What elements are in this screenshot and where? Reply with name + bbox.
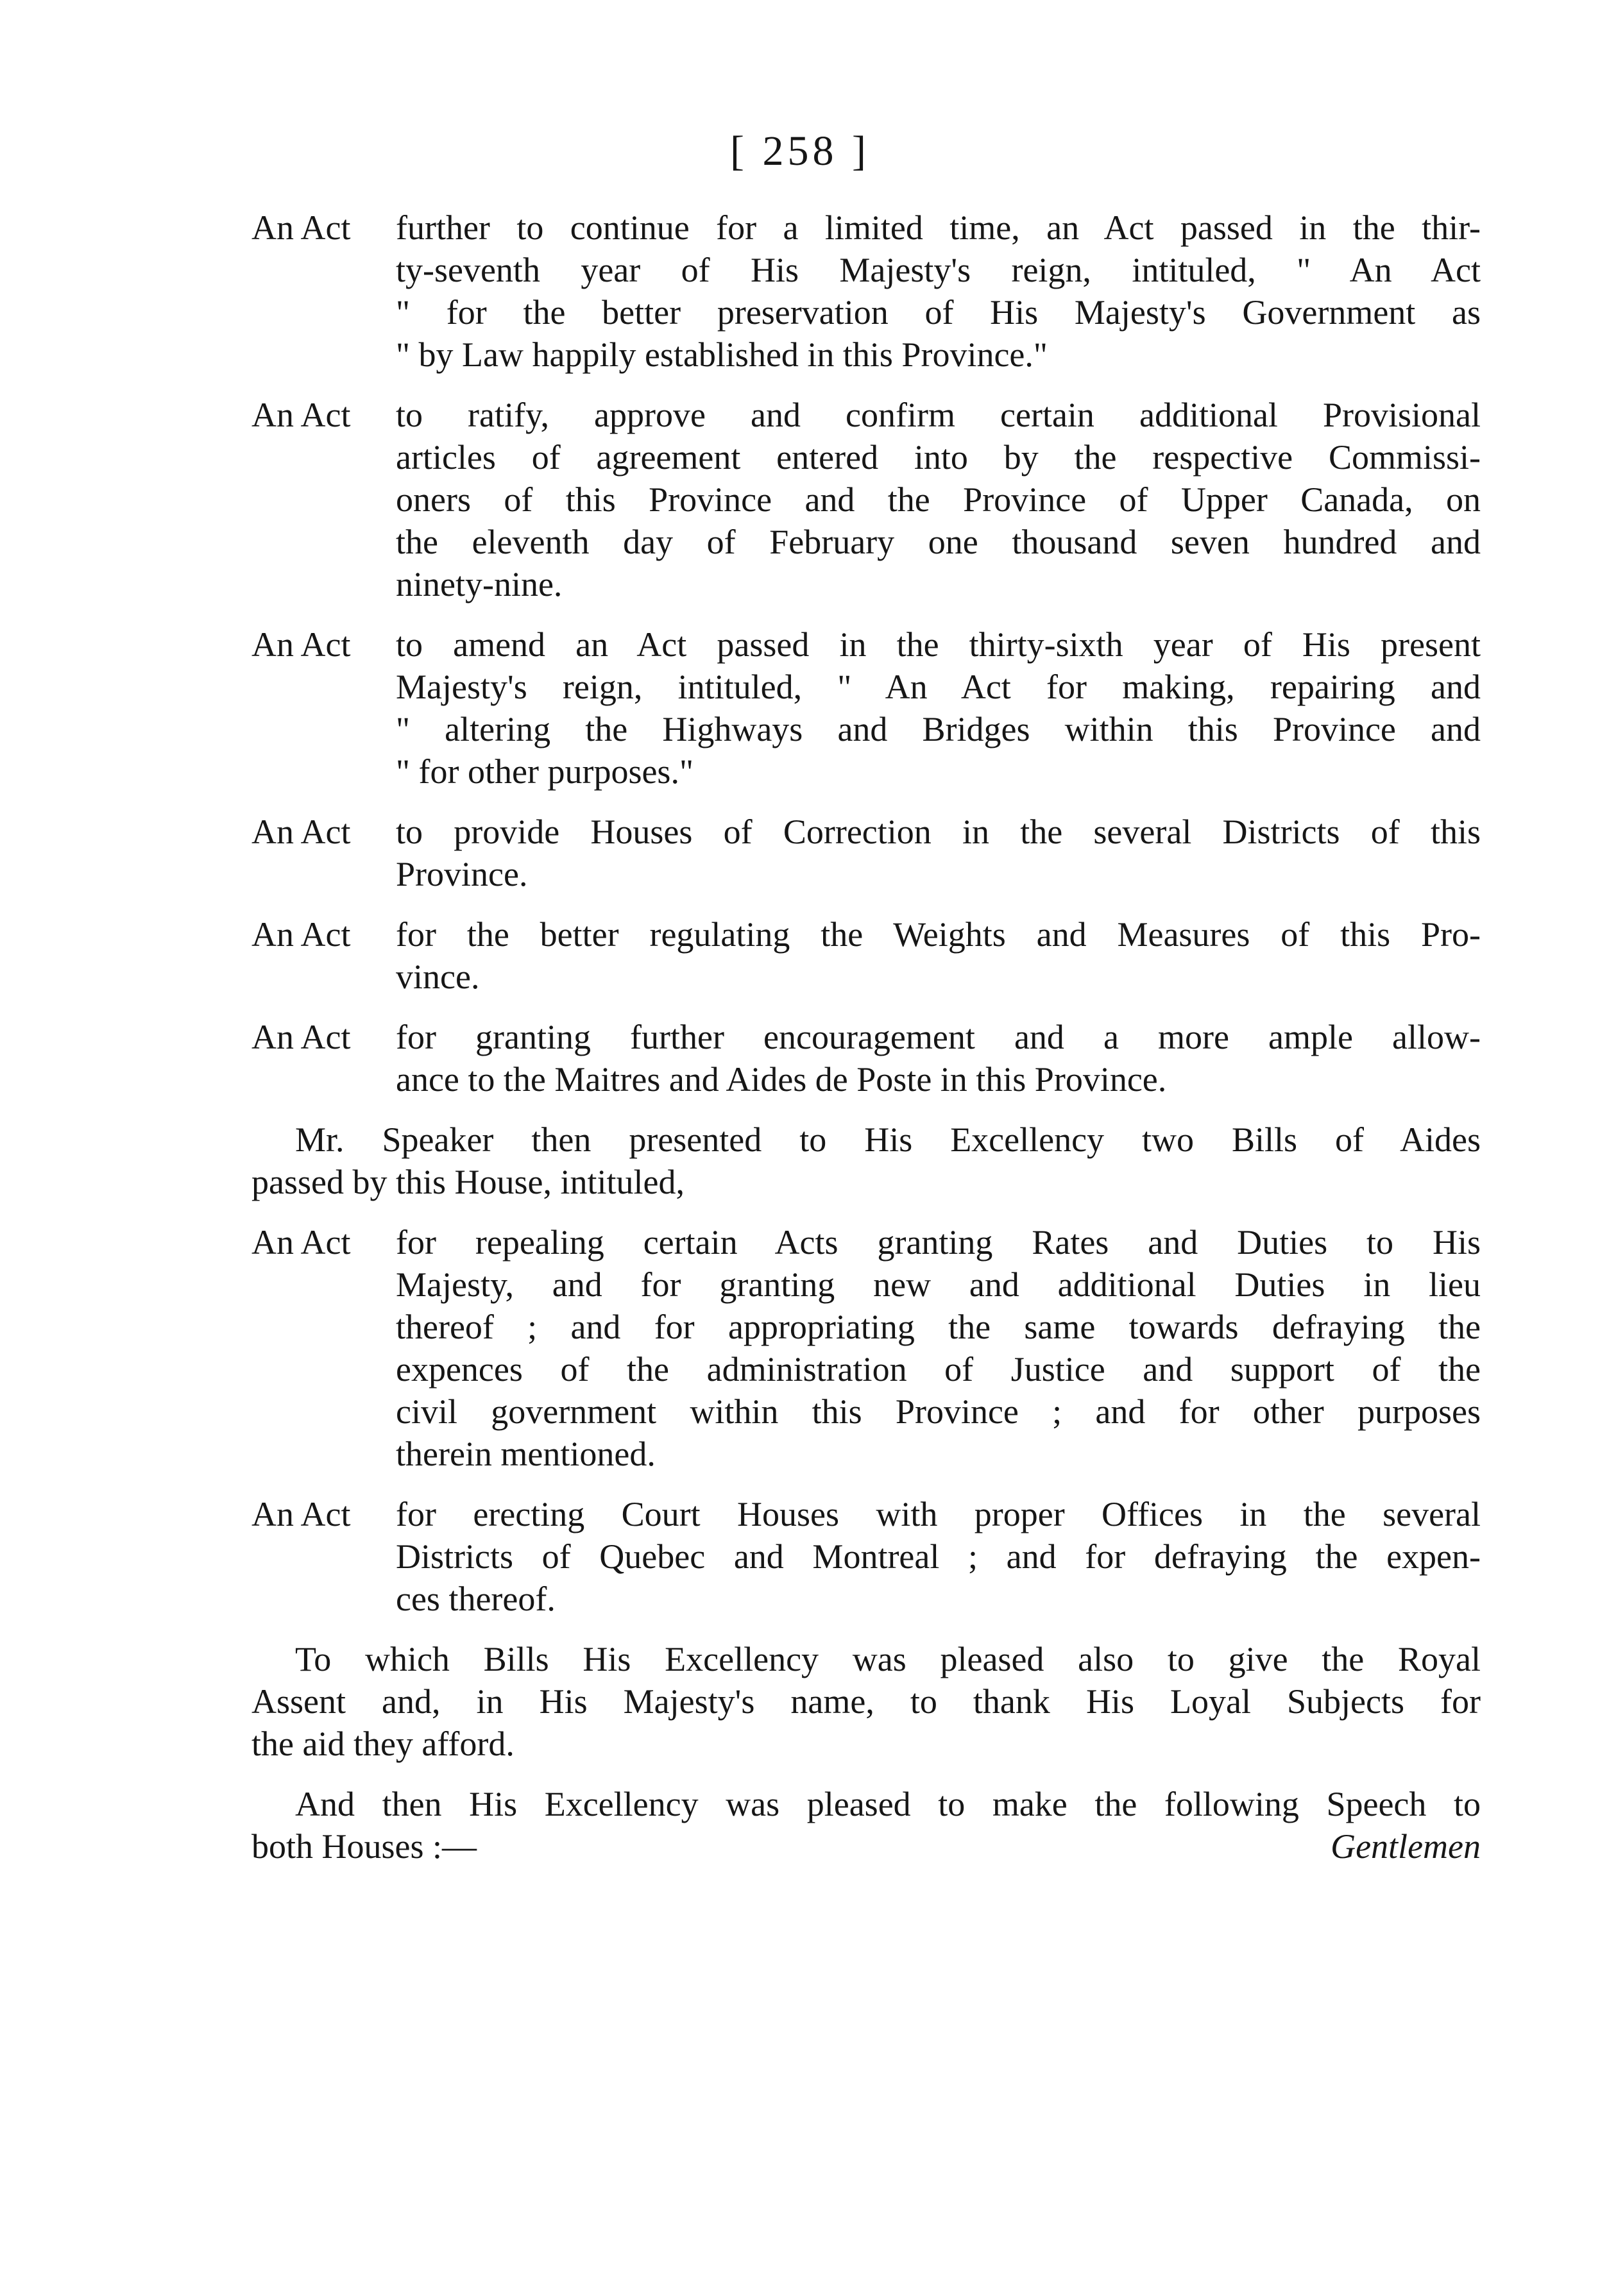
text-line: for the better regulating the Weights and Measures of this Pro- <box>396 915 1481 954</box>
act-label: An Act <box>251 915 351 954</box>
text-line: articles of agreement entered into by the respective Commissi- <box>396 438 1481 477</box>
text-line: thereof ; and for appropriating the same towards defraying the <box>396 1308 1481 1346</box>
bill-entry <box>251 1221 1481 1475</box>
text-line: And then His Excellency was pleased to make the following Speech to <box>295 1785 1481 1823</box>
text-line: To which Bills His Excellency was pleased also to give the Royal <box>295 1640 1481 1678</box>
text-line: " altering the Highways and Bridges within this Province and <box>396 710 1481 748</box>
catchword: Gentlemen <box>1331 1827 1481 1866</box>
text-line: " for the better preservation of His Majesty's Government as <box>396 293 1481 332</box>
text-line: Mr. Speaker then presented to His Excellency two Bills of Aides <box>295 1120 1481 1159</box>
act-label: An Act <box>251 813 351 851</box>
speech-paragraph <box>251 1783 1481 1868</box>
text-line: to ratify, approve and confirm certain additional Provisional <box>396 396 1481 434</box>
act-label: An Act <box>251 1495 351 1533</box>
text-line: Province. <box>396 855 528 893</box>
text-line: civil government within this Province ; and for other purposes <box>396 1392 1481 1431</box>
text-line: Majesty, and for granting new and additional Duties in lieu <box>396 1265 1481 1304</box>
act-label: An Act <box>251 625 351 664</box>
act-entry <box>251 394 1481 605</box>
act-text <box>396 623 1481 793</box>
text-line: passed by this House, intituled, <box>251 1163 685 1201</box>
act-label: An Act <box>251 1018 351 1056</box>
text-line: Majesty's reign, intituled, " An Act for making, repairing and <box>396 668 1481 706</box>
act-label: An Act <box>251 1223 351 1262</box>
act-entry <box>251 207 1481 376</box>
act-label: An Act <box>251 208 351 247</box>
act-entry <box>251 811 1481 895</box>
text-line: to amend an Act passed in the thirty-sixth year of His present <box>396 625 1481 664</box>
bill-entry <box>251 1493 1481 1620</box>
text-line: Assent and, in His Majesty's name, to thank His Loyal Subjects for <box>251 1682 1481 1721</box>
act-label: An Act <box>251 396 351 434</box>
text-line: ninety-nine. <box>396 565 563 604</box>
text-line: the aid they afford. <box>251 1725 515 1763</box>
speaker-paragraph <box>251 1118 1481 1203</box>
text-line: oners of this Province and the Province of Upper Canada, on <box>396 480 1481 519</box>
text-line: therein mentioned. <box>396 1435 656 1473</box>
text-line: for granting further encouragement and a more ample allow- <box>396 1018 1481 1056</box>
text-line: Districts of Quebec and Montreal ; and for defraying the expen- <box>396 1537 1481 1576</box>
act-text <box>396 1493 1481 1620</box>
act-text <box>396 913 1481 998</box>
final-line-row <box>251 1825 1481 1868</box>
text-line: for erecting Court Houses with proper Offices in the several <box>396 1495 1481 1533</box>
text-line: ance to the Maitres and Aides de Poste in this Province. <box>396 1060 1167 1099</box>
page-body <box>251 207 1481 1886</box>
assent-paragraph <box>251 1638 1481 1765</box>
act-entry <box>251 623 1481 793</box>
act-entry <box>251 913 1481 998</box>
text-line: for repealing certain Acts granting Rates and Duties to His <box>396 1223 1481 1262</box>
act-text <box>396 1221 1481 1475</box>
page-number: [ 258 ] <box>730 128 870 174</box>
text-line: " for other purposes." <box>396 752 694 791</box>
act-text <box>396 207 1481 376</box>
text-line: the eleventh day of February one thousand seven hundred and <box>396 523 1481 561</box>
act-text <box>396 811 1481 895</box>
text-line: " by Law happily established in this Province." <box>396 335 1048 374</box>
text-line: ces thereof. <box>396 1580 556 1618</box>
act-entry <box>251 1016 1481 1101</box>
act-text <box>396 1016 1481 1101</box>
text-line: expences of the administration of Justice and support of the <box>396 1350 1481 1389</box>
text-line: to provide Houses of Correction in the several Districts of this <box>396 813 1481 851</box>
act-text <box>396 394 1481 605</box>
text-line: ty-seventh year of His Majesty's reign, intituled, " An Act <box>396 251 1481 289</box>
text-line: further to continue for a limited time, an Act passed in the thir- <box>396 208 1481 247</box>
text-line: vince. <box>396 958 480 996</box>
text-line: both Houses :— <box>251 1827 477 1866</box>
